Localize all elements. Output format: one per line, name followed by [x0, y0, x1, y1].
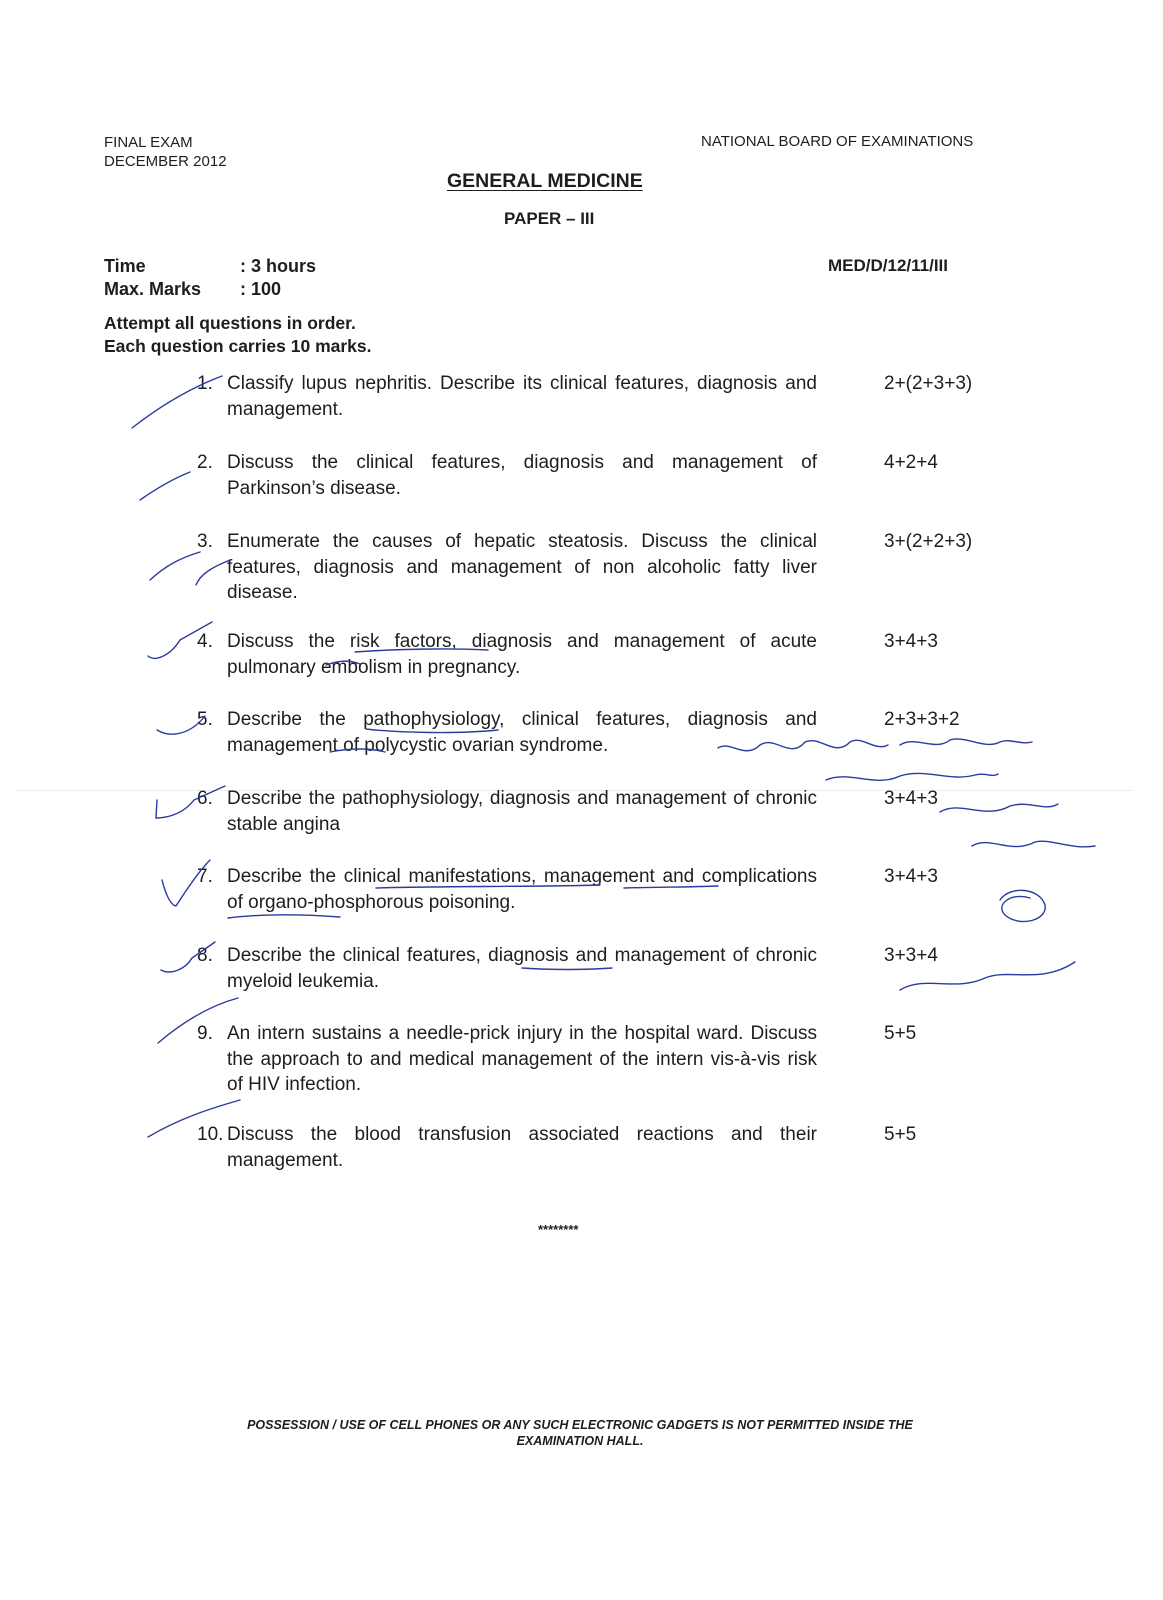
question-text: An intern sustains a needle-prick injury in the hospital ward. Discuss the approach to and medical management of the intern vis-à-vis risk of HIV infection.	[227, 1023, 817, 1095]
question-item	[170, 786, 1000, 837]
question-marks: 3+4+3	[884, 788, 938, 809]
question-item	[170, 943, 1000, 994]
question-item	[170, 629, 1000, 680]
time-row	[104, 255, 316, 278]
question-marks: 5+5	[884, 1023, 917, 1044]
question-item	[170, 450, 1000, 501]
question-marks: 4+2+4	[884, 452, 938, 473]
marks-label: Max. Marks	[104, 279, 202, 299]
time-value: : 3 hours	[240, 256, 317, 276]
question-marks: 3+3+4	[884, 945, 938, 966]
question-marks: 3+(2+2+3)	[884, 531, 973, 552]
scribble-mark	[826, 773, 998, 780]
footer-line: POSSESSION / USE OF CELL PHONES OR ANY SUCH ELECTRONIC GADGETS IS NOT PERMITTED INSIDE THE	[247, 1418, 913, 1432]
exam-meta	[104, 255, 316, 301]
question-marks: 2+(2+3+3)	[884, 373, 973, 394]
question-text: Describe the pathophysiology, diagnosis and management of chronic stable angina	[227, 788, 817, 835]
question-number: 10.	[197, 1124, 224, 1145]
question-number: 9.	[197, 1023, 213, 1044]
question-number: 2.	[197, 452, 213, 473]
scribble-mark	[1000, 890, 1045, 921]
question-text: Discuss the blood transfusion associated reactions and their management.	[227, 1124, 817, 1171]
question-text: Describe the clinical manifestations, management and complications of organo-phosphorous poisoning.	[227, 866, 817, 913]
instruction-line: Attempt all questions in order.	[104, 313, 356, 333]
footer-notice	[170, 1417, 990, 1449]
question-item	[170, 707, 1000, 758]
question-number: 4.	[197, 631, 213, 652]
question-number: 6.	[197, 788, 213, 809]
question-item	[170, 1021, 1000, 1098]
question-text: Discuss the risk factors, diagnosis and management of acute pulmonary embolism in pregnancy.	[227, 631, 817, 678]
board-name: NATIONAL BOARD OF EXAMINATIONS	[701, 133, 974, 150]
exam-date: DECEMBER 2012	[104, 153, 227, 170]
question-number: 1.	[197, 373, 213, 394]
marks-value: : 100	[240, 279, 282, 299]
question-text: Enumerate the causes of hepatic steatosis. Discuss the clinical features, diagnosis and management of non alcoholic fatty liver disease.	[227, 531, 817, 603]
question-number: 8.	[197, 945, 213, 966]
marks-row	[104, 278, 316, 301]
scribble-mark	[972, 841, 1095, 847]
question-marks: 3+4+3	[884, 866, 938, 887]
question-marks: 2+3+3+2	[884, 709, 960, 730]
instruction-line: Each question carries 10 marks.	[104, 336, 372, 356]
question-text: Describe the pathophysiology, clinical features, diagnosis and management of polycystic ovarian syndrome.	[227, 709, 817, 756]
paper-code: MED/D/12/11/III	[828, 256, 948, 275]
underline-mark	[228, 915, 340, 918]
time-label: Time	[104, 256, 146, 276]
subject-title: GENERAL MEDICINE	[447, 170, 643, 192]
question-marks: 5+5	[884, 1124, 917, 1145]
question-item	[170, 864, 1000, 915]
question-number: 5.	[197, 709, 213, 730]
exam-header-left	[104, 133, 227, 171]
instructions	[104, 312, 372, 358]
question-text: Classify lupus nephritis. Describe its clinical features, diagnosis and management.	[227, 373, 817, 420]
question-number: 3.	[197, 531, 213, 552]
end-marker: ********	[538, 1222, 579, 1237]
question-number: 7.	[197, 866, 213, 887]
question-marks: 3+4+3	[884, 631, 938, 652]
question-text: Discuss the clinical features, diagnosis and management of Parkinson’s disease.	[227, 452, 817, 499]
question-text: Describe the clinical features, diagnosis and management of chronic myeloid leukemia.	[227, 945, 817, 992]
exam-type: FINAL EXAM	[104, 134, 193, 151]
footer-line: EXAMINATION HALL.	[516, 1434, 644, 1448]
question-item	[170, 371, 1000, 422]
question-item	[170, 1122, 1000, 1173]
question-item	[170, 529, 1000, 606]
paper-number: PAPER – III	[504, 209, 595, 228]
